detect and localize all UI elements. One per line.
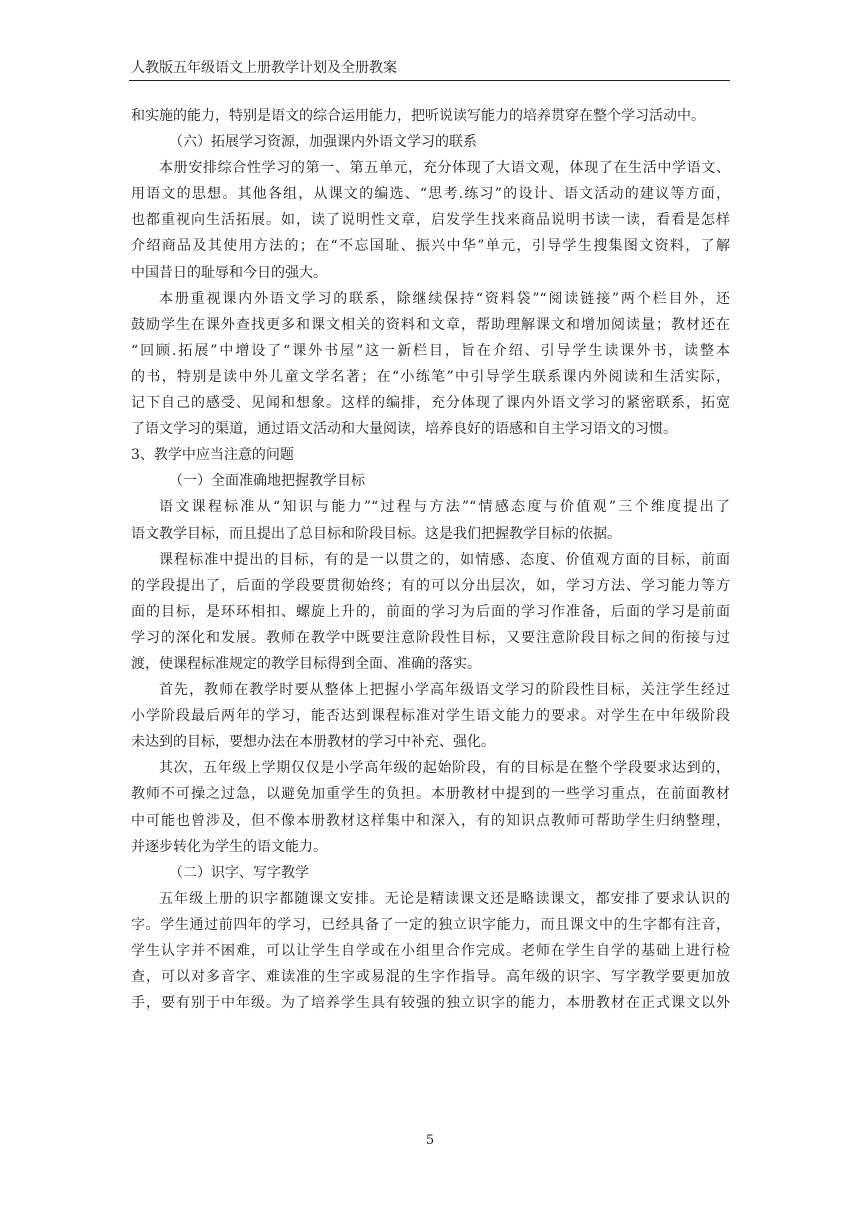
text-line: 学习的深化和发展。教师在教学中既要注意阶段性目标，又要注意阶段目标之间的衔接与过	[131, 629, 730, 646]
text-line: 未达到的目标，要想办法在本册教材的学习中补充、强化。	[131, 734, 495, 751]
text-line: 首先，教师在教学时要从整体上把握小学高年级语文学习的阶段性目标，关注学生经过	[159, 682, 730, 699]
text-line: 教师不可操之过急，以避免加重学生的负担。本册教材中提到的一些学习重点，在前面教材	[131, 786, 730, 803]
text-line: “回顾.拓展”中增设了“课外书屋”这一新栏目，旨在介绍、引导学生读课外书，读整本	[131, 342, 730, 359]
text-line: 鼓励学生在课外查找更多和课文相关的资料和文章，帮助理解课文和增加阅读量；教材还在	[131, 316, 730, 333]
text-line: 也都重视向生活拓展。如，读了说明性文章，启发学生找来商品说明书读一读，看看是怎样	[131, 212, 730, 229]
text-line: 语文课程标准从“知识与能力”“过程与方法”“情感态度与价值观”三个维度提出了	[159, 499, 730, 516]
text-line: 记下自己的感受、见闻和想象。这样的编排，充分体现了课内外语文学习的紧密联系，拓宽	[131, 395, 730, 412]
text-line: 了语文学习的渠道，通过语文活动和大量阅读，培养良好的语感和自主学习语文的习惯。	[131, 421, 677, 438]
text-line: 小学阶段最后两年的学习，能否达到课程标准对学生语文能力的要求。对学生在中年级阶段	[131, 708, 730, 725]
text-line: 中国昔日的耻辱和今日的强大。	[131, 264, 327, 281]
text-line: 手，要有别于中年级。为了培养学生具有较强的独立识字的能力，本册教材在正式课文以外	[131, 995, 730, 1012]
section-heading: （二）识字、写字教学	[169, 864, 309, 881]
text-line: 用语文的思想。其他各组，从课文的编选、“思考.练习”的设计、语文活动的建议等方面，	[131, 186, 730, 203]
header-divider	[129, 80, 730, 81]
document-body	[131, 103, 730, 1016]
section-heading: 3、教学中应当注意的问题	[131, 447, 294, 464]
text-line: 面的目标，是环环相扣、螺旋上升的，前面的学习为后面的学习作准备，后面的学习是前面	[131, 603, 730, 620]
header-title: 人教版五年级语文上册教学计划及全册教案	[131, 60, 397, 76]
text-line: 本册安排综合性学习的第一、第五单元，充分体现了大语文观，体现了在生活中学语文、	[159, 160, 730, 177]
text-line: 课程标准中提出的目标，有的是一以贯之的，如情感、态度、价值观方面的目标，前面	[159, 551, 730, 568]
text-line: 五年级上册的识字都随课文安排。无论是精读课文还是略读课文，都安排了要求认识的	[159, 890, 730, 907]
text-line: 中可能也曾涉及，但不像本册教材这样集中和深入，有的知识点教师可帮助学生归纳整理，	[131, 812, 730, 829]
section-heading: （六）拓展学习资源，加强课内外语文学习的联系	[169, 134, 477, 151]
text-line: 本册重视课内外语文学习的联系，除继续保持“资料袋”“阅读链接”两个栏目外，还	[159, 290, 730, 307]
text-line: 并逐步转化为学生的语文能力。	[131, 838, 327, 855]
text-line: 查，可以对多音字、难读准的生字或易混的生字作指导。高年级的识字、写字教学要更加放	[131, 969, 730, 986]
section-heading: （一）全面准确地把握教学目标	[169, 473, 365, 490]
text-line: 和实施的能力，特别是语文的综合运用能力，把听说读写能力的培养贯穿在整个学习活动中。	[131, 108, 705, 124]
text-line: 学生认字并不困难，可以让学生自学或在小组里合作完成。老师在学生自学的基础上进行检	[131, 943, 730, 959]
text-line: 介绍商品及其使用方法的；在“不忘国耻、振兴中华”单元，引导学生搜集图文资料，了解	[131, 238, 730, 255]
text-line: 字。学生通过前四年的学习，已经具备了一定的独立识字能力，而且课文中的生字都有注音，	[131, 916, 730, 933]
text-line: 语文教学目标，而且提出了总目标和阶段目标。这是我们把握教学目标的依据。	[131, 525, 621, 542]
text-line: 渡，使课程标准规定的教学目标得到全面、准确的落实。	[131, 655, 481, 672]
text-line: 的学段提出了，后面的学段要贯彻始终；有的可以分出层次，如，学习方法、学习能力等方	[131, 577, 730, 594]
page-number: 5	[425, 1133, 435, 1148]
text-line: 的书，特别是读中外儿童文学名著；在“小练笔”中引导学生联系课内外阅读和生活实际，	[131, 368, 730, 385]
text-line: 其次，五年级上学期仅仅是小学高年级的起始阶段，有的目标是在整个学段要求达到的，	[159, 760, 730, 777]
